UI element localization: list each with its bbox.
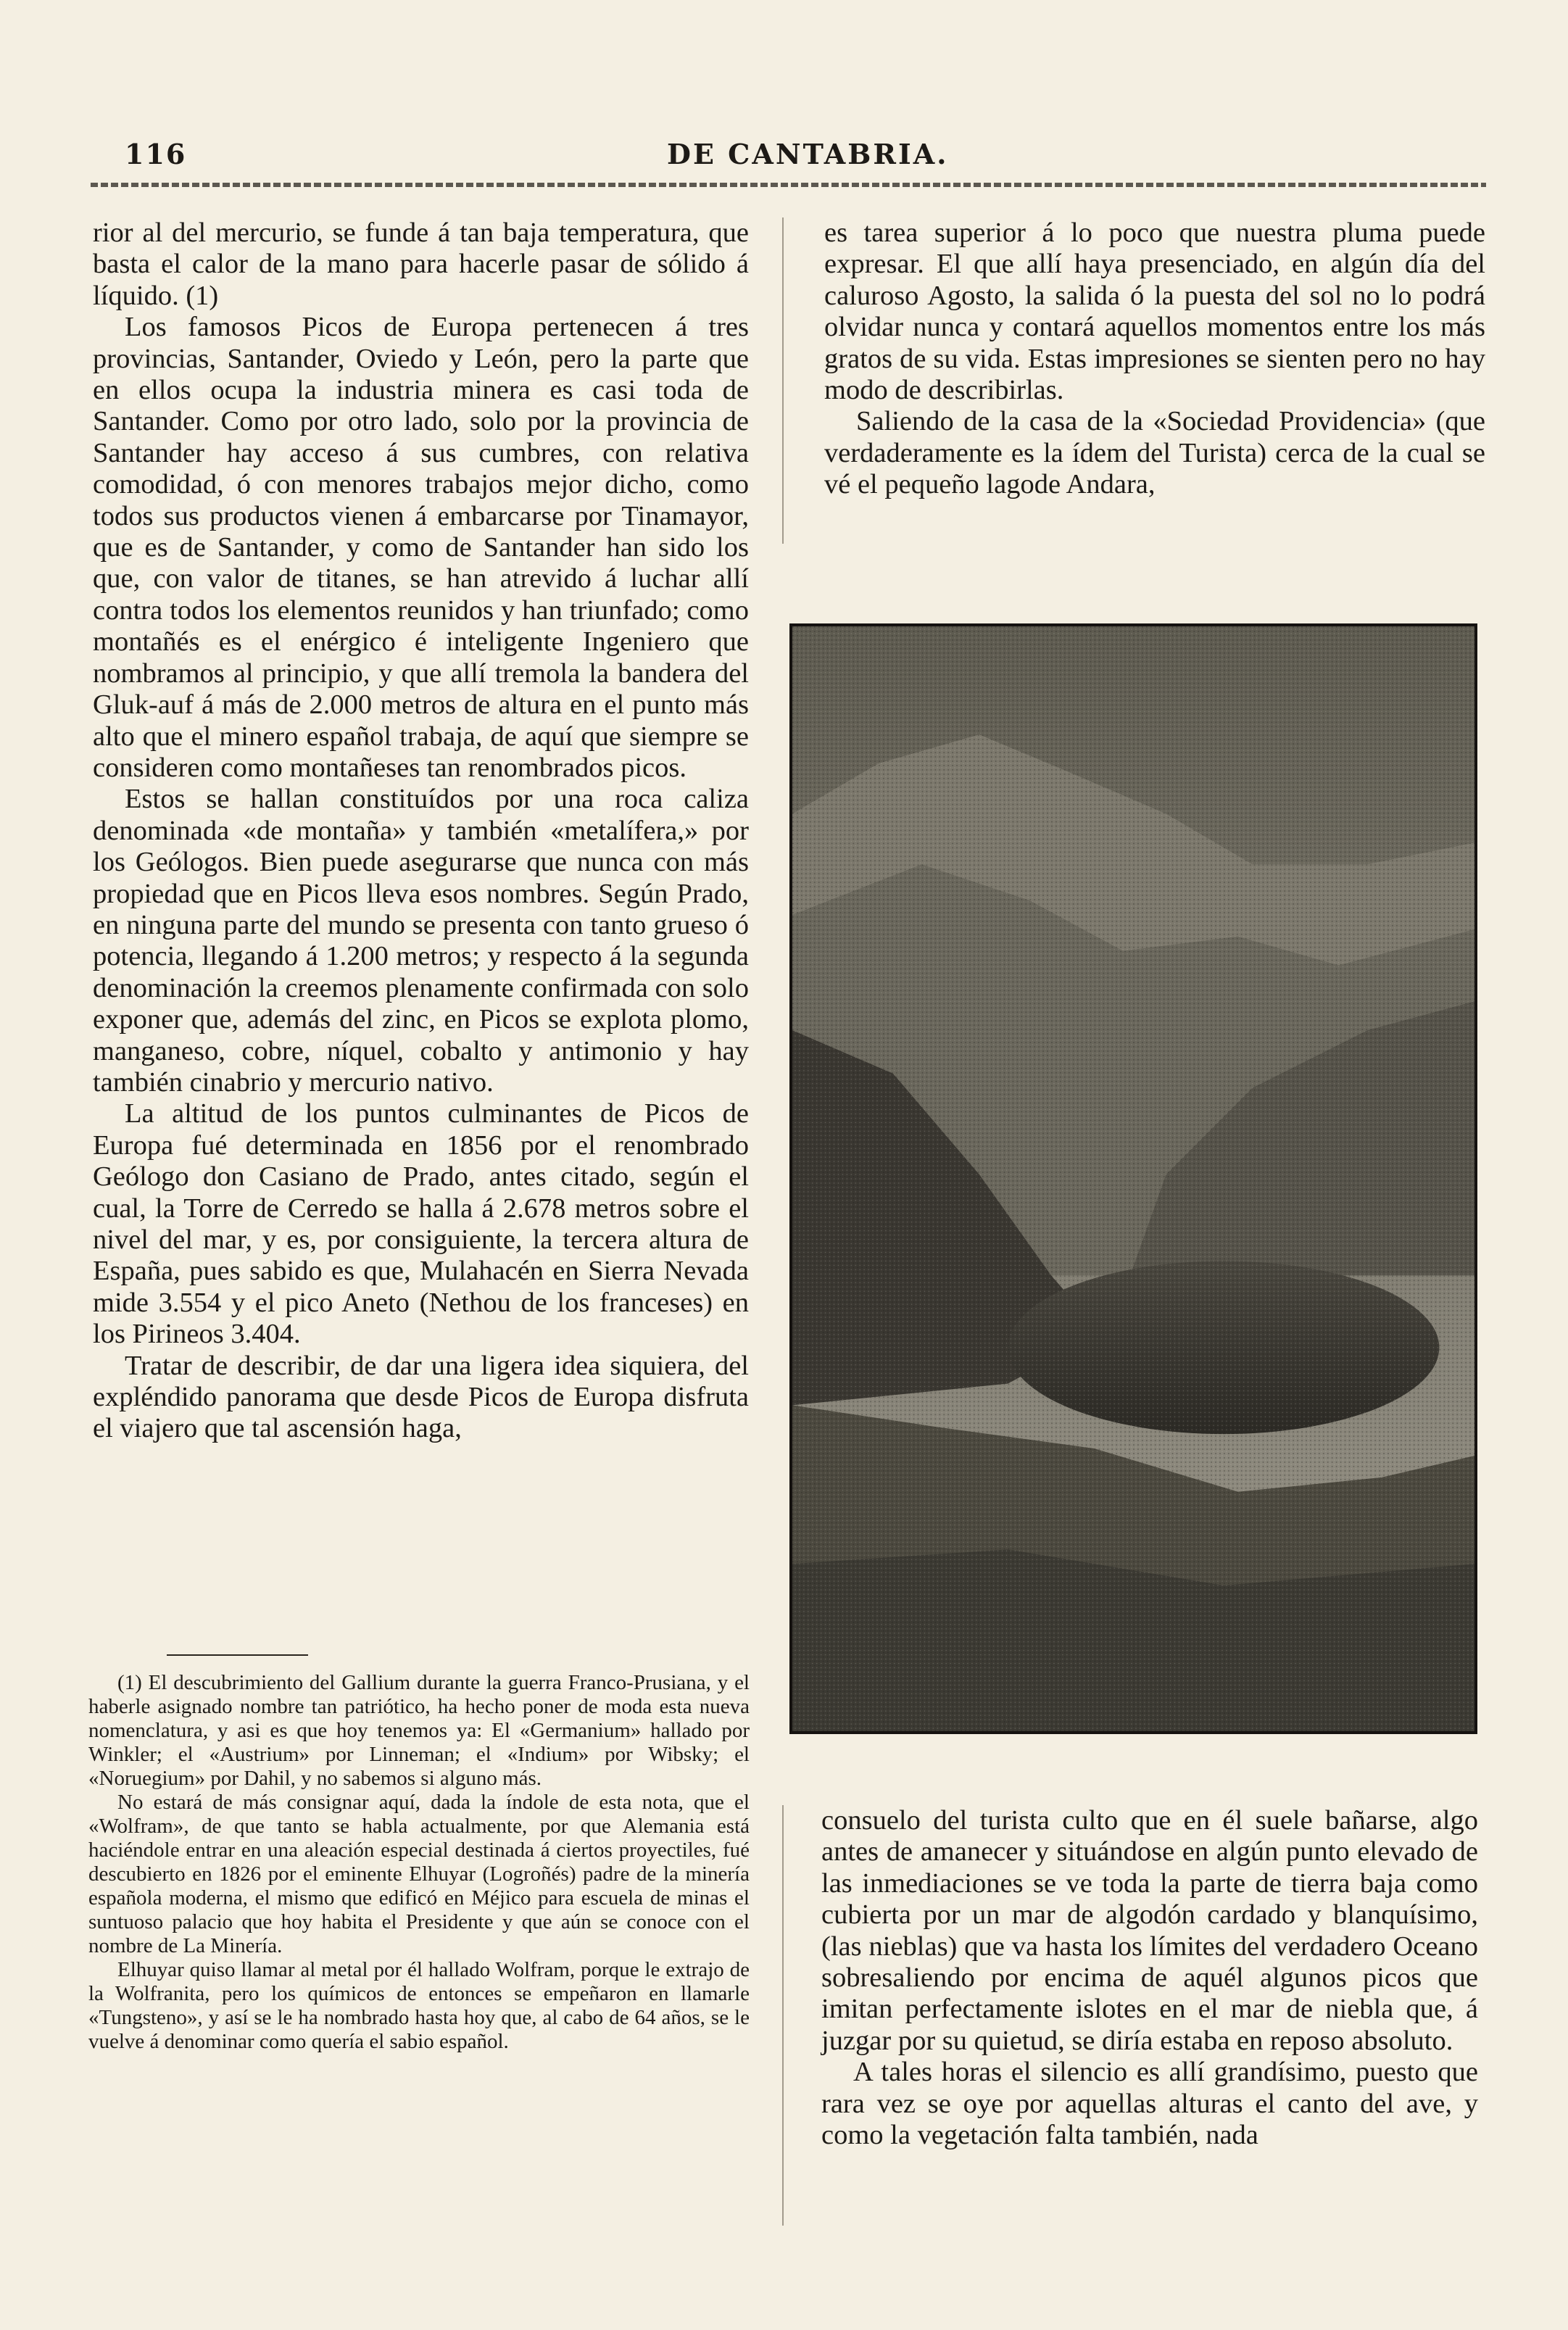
- footnote-rule: [167, 1654, 308, 1656]
- paragraph: Estos se hallan constituídos por una roca caliza denominada «de montaña» y también «metalífera,» por los Geólogos. Bien puede asegurarse que nunca con más propiedad que en Picos lleva esos nombres. Según Prado, en ninguna parte del mundo se presenta con tanto grueso ó potencia, llegando á 1.200 metros; y respecto á la segunda denominación la creemos plenamente confirmada con solo exponer que, además del zinc, en Picos se explota plomo, manganeso, cobre, níquel, cobalto y antimonio y hay también cinabrio y mercurio nativo.: [93, 784, 749, 1098]
- paragraph: Saliendo de la casa de la «Sociedad Providencia» (que verdaderamente es la ídem del Turista) cerca de la cual se vé el pequeño lagode Andara,: [824, 406, 1485, 500]
- paragraph: rior al del mercurio, se funde á tan baja temperatura, que basta el calor de la mano para hacerle pasar de sólido á líquido. (1): [93, 217, 749, 311]
- mountain-lake-photograph: [789, 623, 1477, 1734]
- column-divider: [782, 1805, 784, 2226]
- footnote: No estará de más consignar aquí, dada la índole de esta nota, que el «Wolfram», de que tanto se habla actualmente, por que Alemania está haciéndole entrar en una aleación especial destinada á ciertos proyectiles, fué descubierto en 1826 por el eminente Elhuyar (Logroñés) padre de la minería española moderna, el mismo que edificó en Méjico para escuela de minas el suntuoso palacio que hoy habita el Presidente y que aún se conoce con el nombre de La Minería.: [88, 1791, 750, 1957]
- right-column-bottom: [821, 1805, 1478, 2151]
- footnotes: [88, 1671, 750, 2054]
- landscape-image: [792, 626, 1474, 1731]
- paragraph: La altitud de los puntos culminantes de Picos de Europa fué determinada en 1856 por el renombrado Geólogo don Casiano de Prado, antes citado, según el cual, la Torre de Cerredo se halla á 2.678 metros sobre el nivel del mar, y es, por consiguiente, la tercera altura de España, pues sabido es que, Mulahacén en Sierra Nevada mide 3.554 y el pico Aneto (Nethou de los franceses) en los Pirineos 3.404.: [93, 1098, 749, 1350]
- right-column-top: [824, 217, 1485, 501]
- paragraph: Los famosos Picos de Europa pertenecen á tres provincias, Santander, Oviedo y León, pero la parte que en ellos ocupa la industria minera es casi toda de Santander. Como por otro lado, solo por la provincia de Santander hay acceso á sus cumbres, con relativa comodidad, ó con menores trabajos mejor dicho, como todos sus productos vienen á embarcarse por Tinamayor, que es de Santander, y como de Santander han sido los que, con valor de titanes, se han atrevido á luchar allí contra todos los elementos reunidos y han triunfado; como montañés es el enérgico é inteligente Ingeniero que nombramos al principio, y que allí tremola la bandera del Gluk-auf á más de 2.000 metros de altura en el punto más alto que el minero español trabaja, de aquí que siempre se consideren como montañeses tan renombrados picos.: [93, 312, 749, 783]
- page-number: 116: [125, 138, 187, 170]
- footnote: (1) El descubrimiento del Gallium durante la guerra Franco-Prusiana, y el haberle asignado nombre tan patriótico, ha hecho poner de moda esta nueva nomenclatura, y asi es que hoy tenemos ya: El «Germanium» hallado por Winkler; el «Austrium» por Linneman; el «Indium» por Wibsky; el «Noruegium» por Dahil, y no sabemos si alguno más.: [88, 1671, 750, 1790]
- running-title: DE CANTABRIA.: [667, 138, 949, 170]
- paragraph: consuelo del turista culto que en él suele bañarse, algo antes de amanecer y situándose en algún punto elevado de las inmediaciones se ve toda la parte de tierra baja como cubierta por un mar de algodón cardado y blanquísimo, (las nieblas) que va hasta los límites del verdadero Oceano sobresaliendo por encima de aquél algunos picos que imitan perfectamente islotes en el mar de niebla que, á juzgar por su quietud, se diría estaba en reposo absoluto.: [821, 1805, 1478, 2056]
- column-divider: [782, 217, 784, 544]
- paragraph: Tratar de describir, de dar una ligera idea siquiera, del expléndido panorama que desde Picos de Europa disfruta el viajero que tal ascensión haga,: [93, 1350, 749, 1444]
- paragraph: es tarea superior á lo poco que nuestra pluma puede expresar. El que allí haya presenciado, en algún día del caluroso Agosto, la salida ó la puesta del sol no lo podrá olvidar nunca y contará aquellos momentos entre los más gratos de su vida. Estas impresiones se sienten pero no hay modo de describirlas.: [824, 217, 1485, 406]
- left-column: [93, 217, 749, 1445]
- paragraph: A tales horas el silencio es allí grandísimo, puesto que rara vez se oye por aquellas alturas el canto del ave, y como la vegetación falta también, nada: [821, 2057, 1478, 2151]
- footnote: Elhuyar quiso llamar al metal por él hallado Wolfram, porque le extrajo de la Wolfranita, pero los químicos de entonces se empeñaron en llamarle «Tungsteno», y así se le ha nombrado hasta hoy que, al cabo de 64 años, se le vuelve á denominar como quería el sabio español.: [88, 1958, 750, 2053]
- header-rule: [91, 183, 1486, 187]
